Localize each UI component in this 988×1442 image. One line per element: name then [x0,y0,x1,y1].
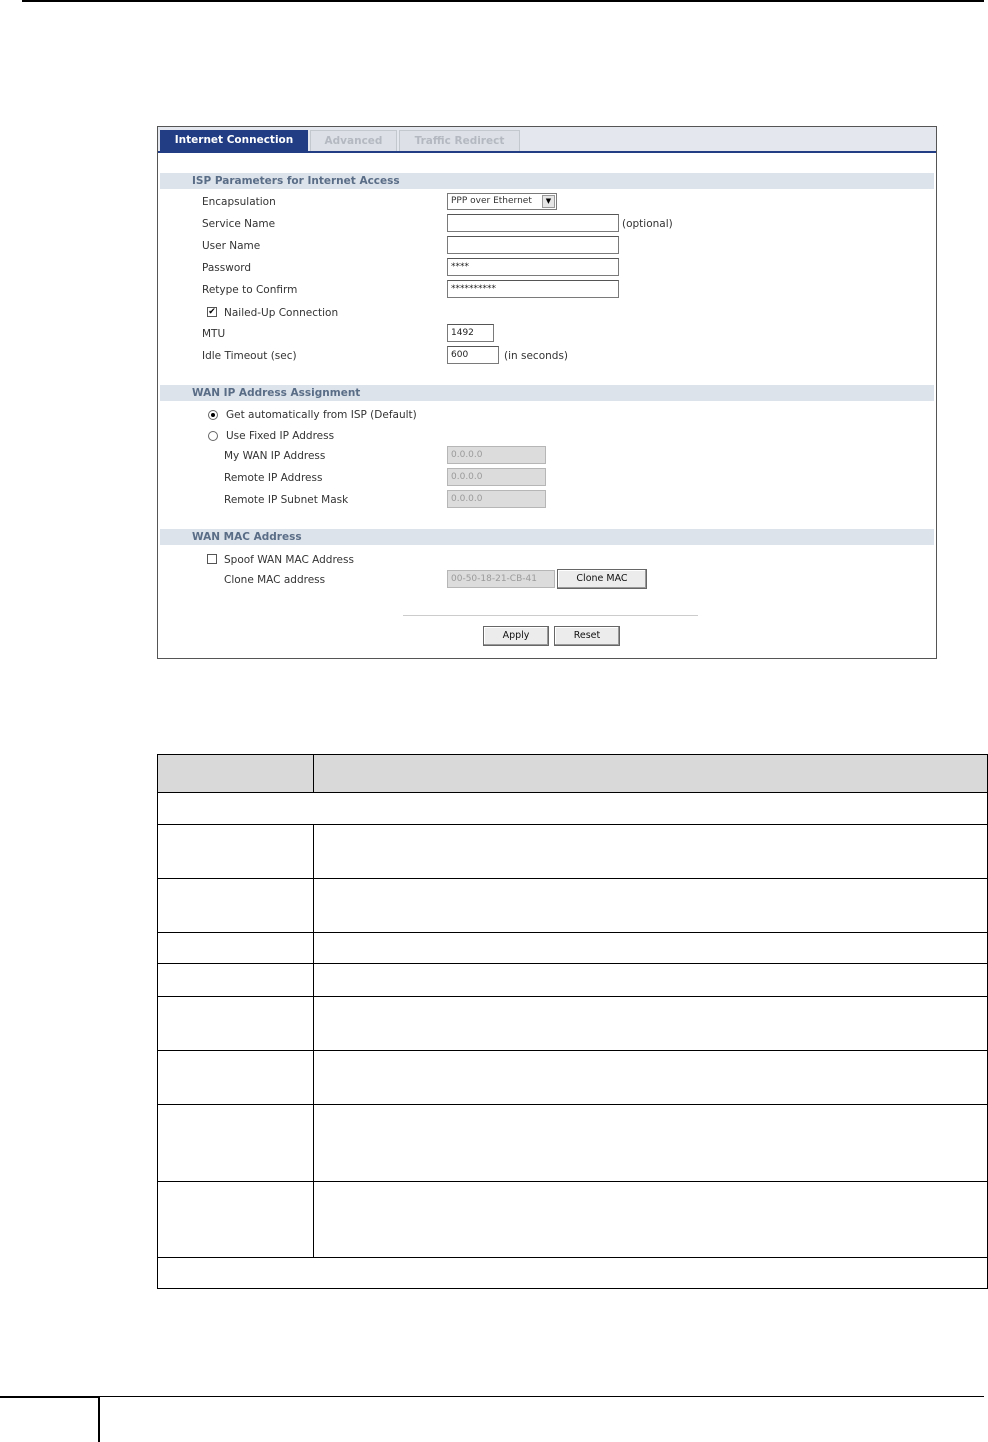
remote-ip-label: Remote IP Address [224,472,323,484]
table-row [158,1104,987,1105]
clone-mac-input[interactable]: 00-50-18-21-CB-41 [447,570,555,588]
my-wan-ip-label: My WAN IP Address [224,450,326,462]
password-input[interactable]: **** [447,258,619,276]
body-column-divider [313,824,314,1257]
clone-mac-button[interactable]: Clone MAC [557,569,647,589]
tab-internet-connection[interactable]: Internet Connection [160,130,308,151]
button-divider [403,615,698,616]
wan-mac-section-header: WAN MAC Address [160,529,934,545]
retype-password-input[interactable]: ********** [447,280,619,298]
remote-mask-input[interactable]: 0.0.0.0 [447,490,546,508]
footer-rule [100,1396,984,1397]
table-row [158,878,987,879]
table-row [158,1181,987,1182]
isp-section-header: ISP Parameters for Internet Access [160,173,934,189]
service-name-input[interactable] [447,214,619,232]
internet-connection-screen [157,126,937,659]
page-number-box [0,1396,100,1442]
apply-button[interactable]: Apply [483,626,549,646]
remote-ip-input[interactable]: 0.0.0.0 [447,468,546,486]
service-name-label: Service Name [202,218,276,230]
header-column-divider [313,755,314,792]
remote-mask-label: Remote IP Subnet Mask [224,494,349,506]
table-row [158,824,987,825]
mtu-label: MTU [202,328,226,340]
clone-mac-label: Clone MAC address [224,574,326,586]
use-fixed-ip-radio[interactable] [208,431,218,441]
description-table [157,754,988,1289]
encapsulation-value: PPP over Ethernet [451,196,532,206]
nailed-up-checkbox[interactable]: ✔ [208,307,216,317]
header-rule [22,0,984,2]
encapsulation-select[interactable] [447,193,557,210]
password-label: Password [202,262,252,274]
retype-label: Retype to Confirm [202,284,298,296]
table-row [158,1050,987,1051]
spoof-mac-checkbox[interactable] [207,554,217,564]
service-name-note: (optional) [622,218,673,230]
tab-advanced[interactable]: Advanced [310,130,397,151]
use-fixed-ip-label: Use Fixed IP Address [226,430,335,442]
table-row [158,932,987,933]
table-row [158,996,987,997]
table-row [158,963,987,964]
chevron-down-icon[interactable]: ▼ [542,195,555,208]
get-automatically-label: Get automatically from ISP (Default) [226,409,417,421]
get-automatically-radio[interactable] [208,410,218,420]
wan-ip-section-header: WAN IP Address Assignment [160,385,934,401]
my-wan-ip-input[interactable]: 0.0.0.0 [447,446,546,464]
idle-timeout-input[interactable]: 600 [447,346,499,364]
nailed-up-label: Nailed-Up Connection [224,307,339,319]
table-header-row [158,755,987,793]
idle-timeout-label: Idle Timeout (sec) [202,350,297,362]
reset-button[interactable]: Reset [554,626,620,646]
tab-bar [158,127,936,153]
idle-timeout-note: (in seconds) [504,350,569,362]
mtu-input[interactable]: 1492 [447,324,494,342]
spoof-mac-label: Spoof WAN MAC Address [224,554,354,566]
tab-traffic-redirect[interactable]: Traffic Redirect [399,130,520,151]
user-name-label: User Name [202,240,261,252]
user-name-input[interactable] [447,236,619,254]
table-row [158,1257,987,1258]
encapsulation-label: Encapsulation [202,196,276,208]
